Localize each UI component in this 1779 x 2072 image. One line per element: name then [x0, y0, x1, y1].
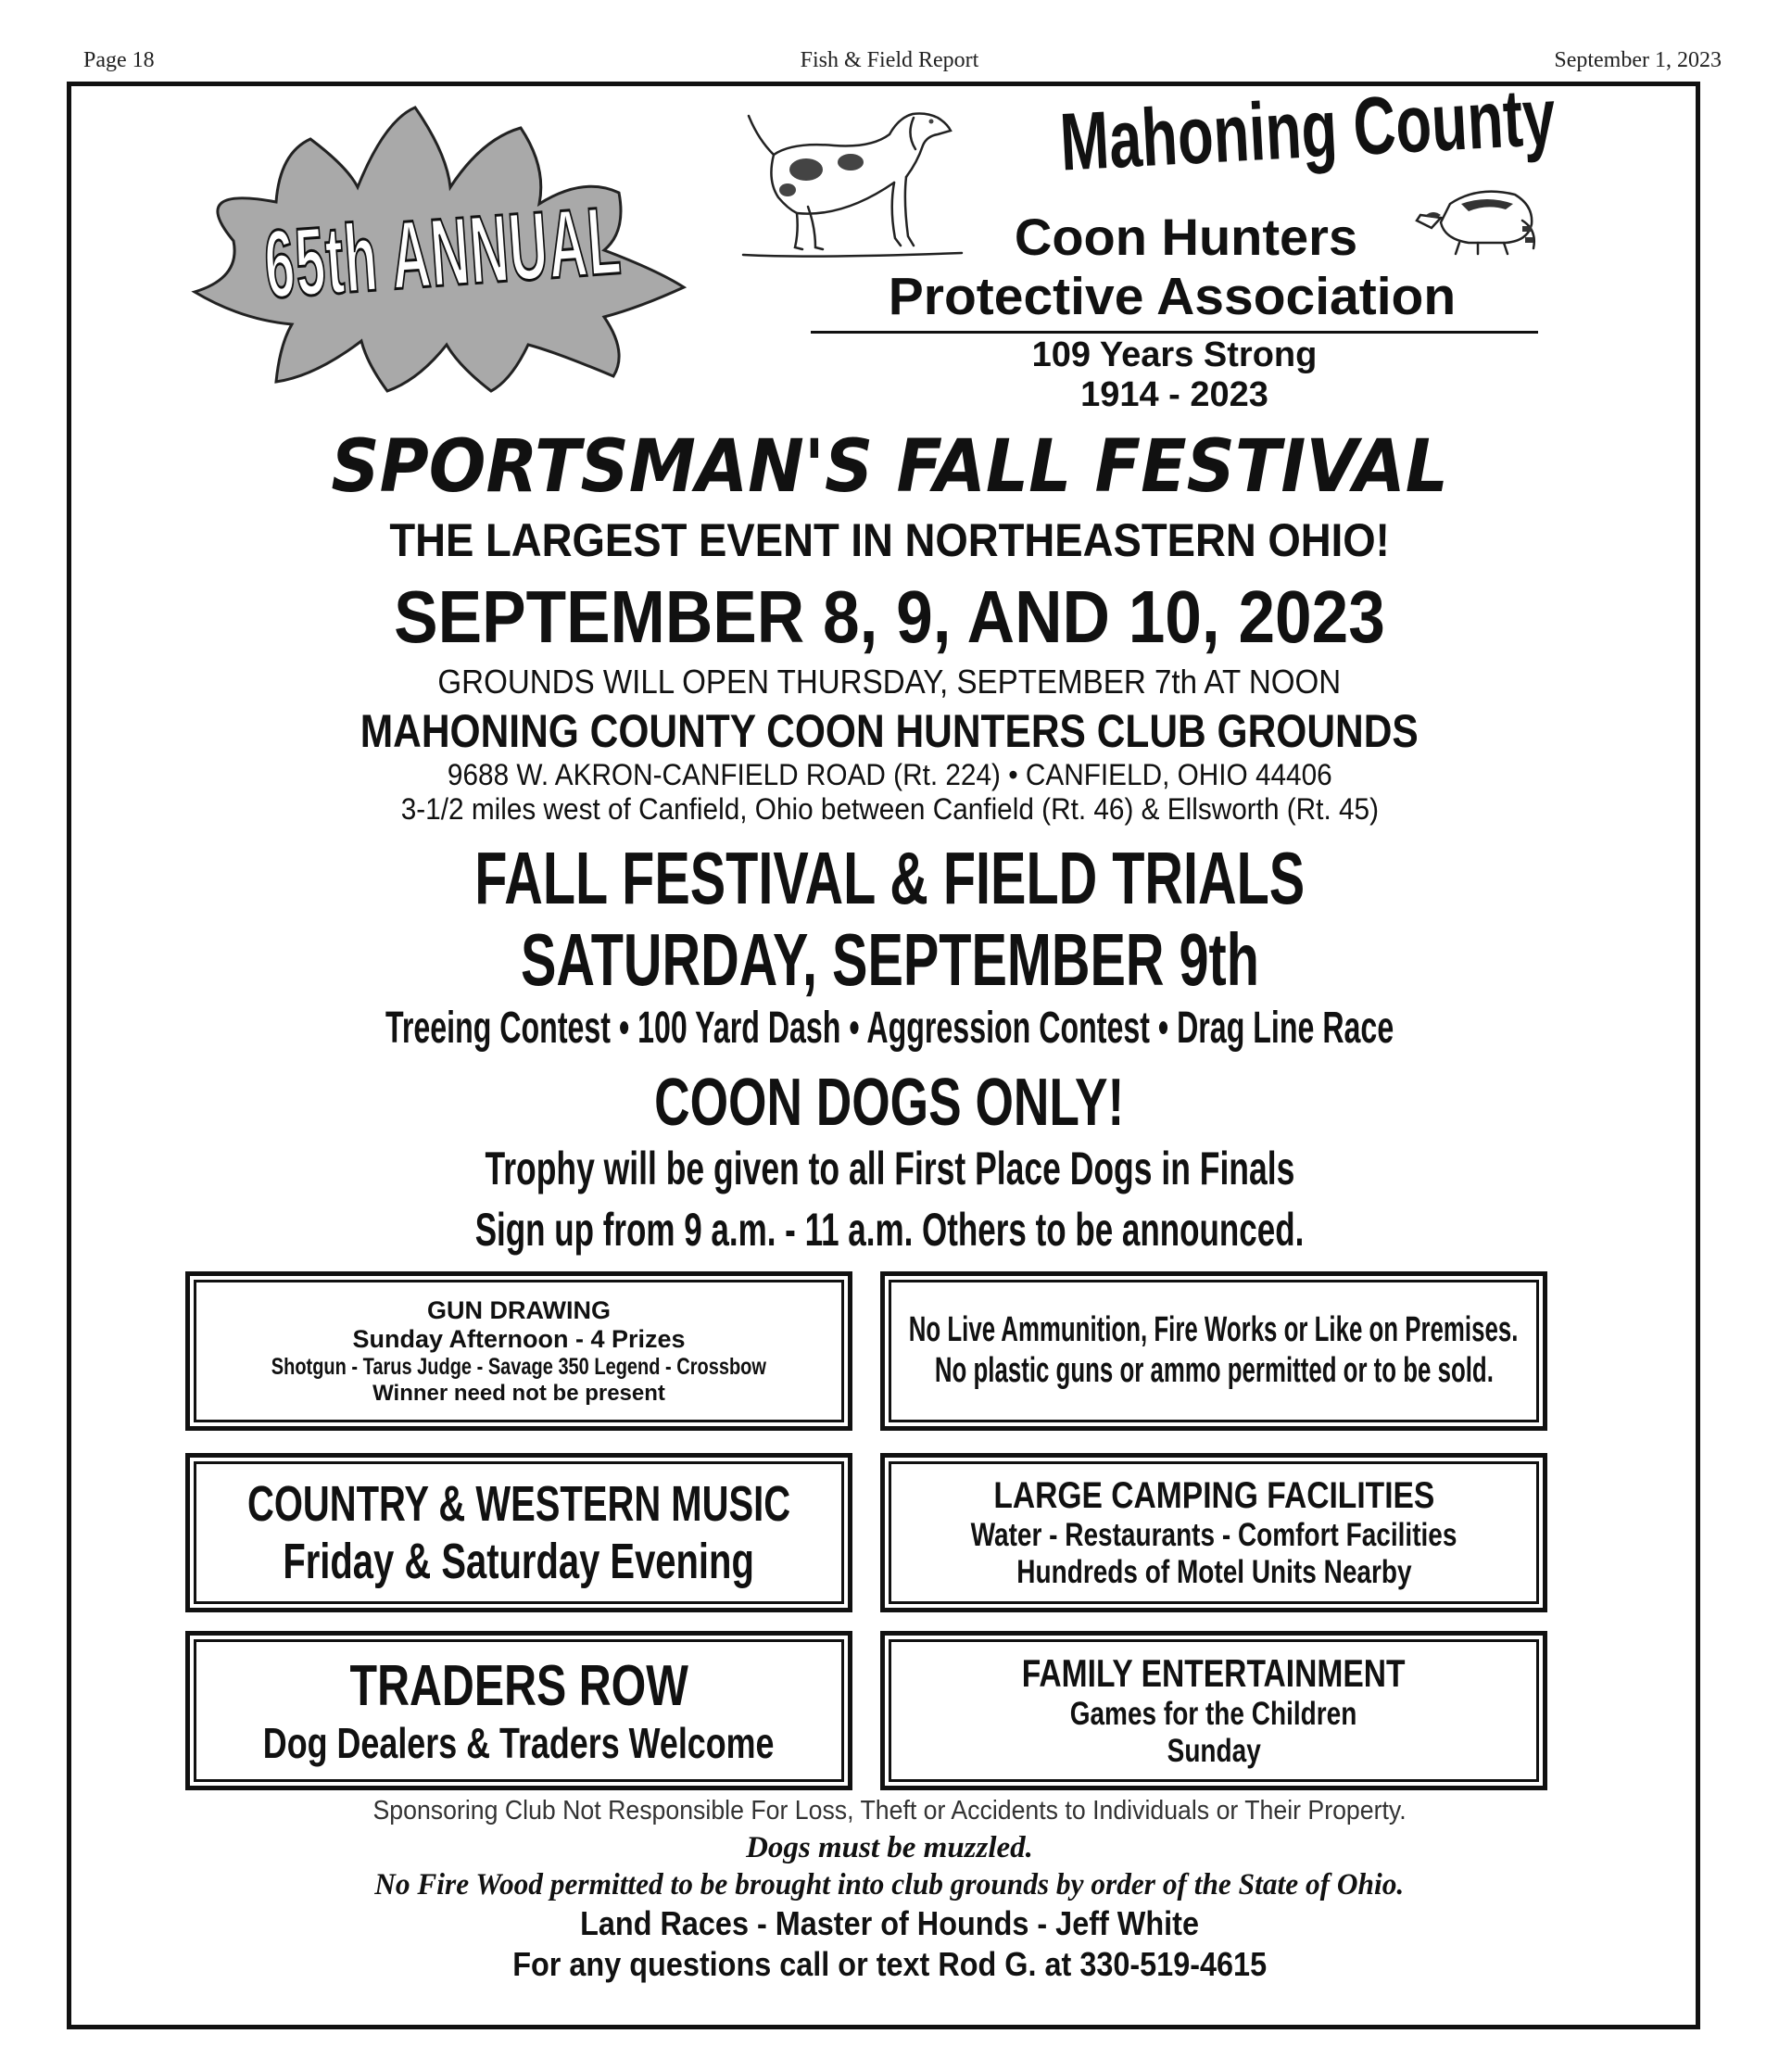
- footer-muzzle: Dogs must be muzzled.: [746, 1831, 1033, 1864]
- raccoon-illustration: [1413, 167, 1543, 259]
- gun-drawing-when: Sunday Afternoon - 4 Prizes: [352, 1324, 686, 1353]
- hound-dog-illustration: [741, 97, 964, 259]
- footer-firewood: No Fire Wood permitted to be brought into club grounds by order of the State of Ohio.: [374, 1868, 1405, 1901]
- trials-contests: Treeing Contest • 100 Yard Dash • Aggression Contest • Drag Line Race: [385, 1004, 1394, 1053]
- raccoon-icon: [1413, 167, 1543, 259]
- trials-signup: Sign up from 9 a.m. - 11 a.m. Others to be announced.: [474, 1204, 1305, 1256]
- family-entertainment-box: [880, 1631, 1547, 1790]
- gun-drawing-title: GUN DRAWING: [427, 1295, 611, 1324]
- association-name-line1: Mahoning County: [1057, 69, 1558, 188]
- traders-row-box: [185, 1631, 852, 1790]
- event-address: 9688 W. AKRON-CANFIELD ROAD (Rt. 224) • CANFIELD, OHIO 44406: [447, 758, 1332, 791]
- event-directions: 3-1/2 miles west of Canfield, Ohio between Canfield (Rt. 46) & Ellsworth (Rt. 45): [400, 792, 1379, 826]
- family-entertainment-line2: Sunday: [1167, 1733, 1261, 1770]
- footer-disclaimer: Sponsoring Club Not Responsible For Loss, Theft or Accidents to Individuals or Their Property.: [372, 1796, 1407, 1826]
- music-days: Friday & Saturday Evening: [283, 1534, 755, 1589]
- event-opening: GROUNDS WILL OPEN THURSDAY, SEPTEMBER 7th AT NOON: [437, 663, 1342, 701]
- publication-name: Fish & Field Report: [800, 48, 979, 72]
- title-divider: [811, 331, 1538, 334]
- association-span: 1914 - 2023: [1080, 374, 1268, 414]
- trials-restriction: COON DOGS ONLY!: [654, 1066, 1125, 1140]
- event-dates: SEPTEMBER 8, 9, AND 10, 2023: [394, 575, 1385, 658]
- trials-trophy: Trophy will be given to all First Place Dogs in Finals: [485, 1143, 1294, 1194]
- page-number: Page 18: [83, 48, 155, 72]
- camping-line1: Water - Restaurants - Comfort Facilities: [970, 1516, 1457, 1553]
- ammunition-notice-line2: No plastic guns or ammo permitted or to be sold.: [934, 1351, 1494, 1390]
- association-name-line2: Coon Hunters: [1014, 208, 1358, 266]
- trials-date: SATURDAY, SEPTEMBER 9th: [520, 918, 1259, 1001]
- badge-word: ANNUAL: [387, 186, 625, 310]
- music-box: [185, 1453, 852, 1612]
- badge-number: 65th: [260, 203, 382, 319]
- event-tagline: THE LARGEST EVENT IN NORTHEASTERN OHIO!: [389, 514, 1390, 566]
- hound-dog-icon: [741, 97, 964, 259]
- footer-land-races: Land Races - Master of Hounds - Jeff White: [580, 1904, 1199, 1942]
- traders-row-title: TRADERS ROW: [349, 1653, 688, 1718]
- family-entertainment-title: FAMILY ENTERTAINMENT: [1022, 1650, 1406, 1695]
- camping-line2: Hundreds of Motel Units Nearby: [1016, 1554, 1412, 1590]
- camping-title: LARGE CAMPING FACILITIES: [992, 1474, 1435, 1516]
- event-venue: MAHONING COUNTY COON HUNTERS CLUB GROUNDS: [360, 705, 1419, 757]
- traders-row-line1: Dog Dealers & Traders Welcome: [263, 1719, 775, 1768]
- gun-drawing-note: Winner need not be present: [372, 1380, 665, 1406]
- camping-box: [880, 1453, 1547, 1612]
- association-name-line3: Protective Association: [888, 267, 1457, 326]
- gun-drawing-box: [185, 1271, 852, 1431]
- footer-contact: For any questions call or text Rod G. at 330-519-4615: [512, 1945, 1267, 1983]
- association-years: 109 Years Strong: [1031, 335, 1318, 374]
- issue-date: September 1, 2023: [1554, 48, 1722, 72]
- ammunition-notice-box: [880, 1271, 1547, 1431]
- trials-title: FALL FESTIVAL & FIELD TRIALS: [473, 837, 1305, 919]
- event-title: SPORTSMAN'S FALL FESTIVAL: [331, 425, 1448, 509]
- gun-drawing-prizes: Shotgun - Tarus Judge - Savage 350 Legend - Crossbow: [271, 1353, 767, 1380]
- music-title: COUNTRY & WESTERN MUSIC: [246, 1475, 791, 1532]
- family-entertainment-line1: Games for the Children: [1070, 1695, 1357, 1732]
- anniversary-badge: [176, 102, 695, 398]
- ammunition-notice-line1: No Live Ammunition, Fire Works or Like on Premises.: [909, 1310, 1519, 1350]
